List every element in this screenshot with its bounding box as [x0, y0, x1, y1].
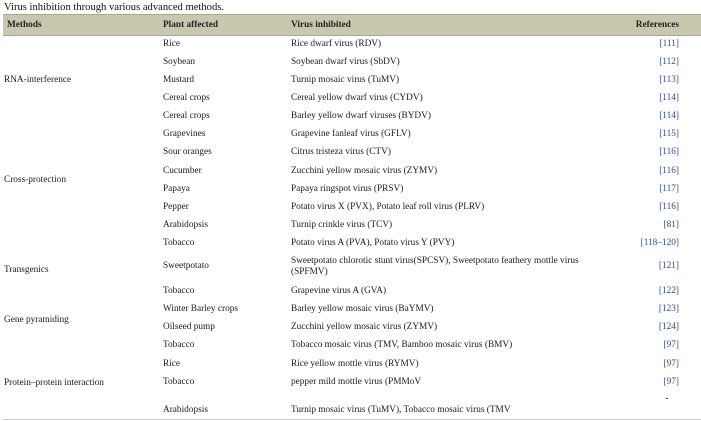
plant-affected-cell: Cereal crops — [163, 111, 210, 121]
plant-affected-cell: Mustard — [163, 75, 194, 85]
reference-link[interactable]: [121] — [658, 261, 679, 271]
reference-link[interactable]: [118–120] — [640, 238, 679, 248]
virus-inhibited-cell: Cereal yellow dwarf virus (CYDV) — [291, 93, 423, 103]
reference-link[interactable]: [111] — [659, 39, 679, 49]
table-bottom-rule — [3, 419, 701, 420]
table-caption: Virus inhibition through various advanced methods. — [4, 2, 225, 13]
header-virus-inhibited: Virus inhibited — [291, 20, 351, 30]
virus-inhibited-cell: Potato virus A (PVA), Potato virus Y (PVY) — [291, 238, 455, 248]
virus-inhibited-cell: Grapevine virus A (GVA) — [291, 286, 387, 296]
virus-inhibited-cell: Rice yellow mottle virus (RYMV) — [291, 359, 419, 369]
decorative-dot — [666, 398, 668, 399]
method-protein-protein-interaction: Protein–protein interaction — [4, 378, 104, 388]
header-methods: Methods — [7, 20, 42, 30]
virus-inhibited-cell: Sweetpotato chlorotic stunt virus(SPCSV), Sweetpotato feathery mottle virus — [291, 256, 579, 266]
virus-inhibited-cell: Tobacco mosaic virus (TMV, Bamboo mosaic virus (BMV) — [291, 340, 513, 350]
reference-link[interactable]: [115] — [659, 129, 679, 139]
plant-affected-cell: Arabidopsis — [163, 220, 208, 230]
virus-inhibited-cell: Papaya ringspot virus (PRSV) — [291, 184, 404, 194]
method-gene-pyramiding: Gene pyramiding — [4, 315, 69, 325]
virus-inhibited-cell: Zucchini yellow mosaic virus (ZYMV) — [291, 322, 438, 332]
virus-inhibited-cell: Turnip mosaic virus (TuMV), Tobacco mosaic virus (TMV — [291, 405, 511, 415]
reference-link[interactable]: [116] — [659, 202, 679, 212]
reference-link[interactable]: [122] — [658, 286, 679, 296]
plant-affected-cell: Rice — [163, 39, 181, 49]
reference-link[interactable]: [97] — [663, 377, 679, 387]
plant-affected-cell: Soybean — [163, 57, 196, 67]
virus-inhibited-cell: Barley yellow mosaic virus (BaYMV) — [291, 304, 434, 314]
reference-link[interactable]: [114] — [659, 93, 679, 103]
plant-affected-cell: Tobacco — [163, 340, 195, 350]
plant-affected-cell: Winter Barley crops — [163, 304, 239, 314]
reference-link[interactable]: [113] — [659, 75, 679, 85]
virus-inhibited-cell-continued: (SPFMV) — [291, 267, 328, 277]
table-header — [3, 14, 701, 36]
plant-affected-cell: Papaya — [163, 184, 190, 194]
reference-link[interactable]: [116] — [659, 147, 679, 157]
plant-affected-cell: Tobacco — [163, 286, 195, 296]
virus-inhibited-cell: Grapevine fanleaf virus (GFLV) — [291, 129, 411, 139]
virus-inhibited-cell: Potato virus X (PVX), Potato leaf roll virus (PLRV) — [291, 202, 485, 212]
reference-link[interactable]: [117] — [659, 184, 679, 194]
header-references: References — [635, 20, 679, 30]
plant-affected-cell: Cucumber — [163, 166, 202, 176]
virus-inhibited-cell: Turnip mosaic virus (TuMV) — [291, 75, 400, 85]
virus-inhibited-cell: Soybean dwarf virus (SbDV) — [291, 57, 400, 67]
virus-inhibited-cell: Barley yellow dwarf viruses (BYDV) — [291, 111, 431, 121]
plant-affected-cell: Sour oranges — [163, 147, 212, 157]
plant-affected-cell: Sweetpotato — [163, 261, 209, 271]
reference-link[interactable]: [124] — [658, 322, 679, 332]
virus-inhibition-table — [3, 14, 701, 36]
plant-affected-cell: Cereal crops — [163, 93, 210, 103]
reference-link[interactable]: [112] — [659, 57, 679, 67]
method-cross-protection: Cross-protection — [4, 175, 66, 185]
method-rna-interference: RNA-interference — [4, 75, 72, 85]
plant-affected-cell: Pepper — [163, 202, 189, 212]
virus-inhibited-cell: Rice dwarf virus (RDV) — [291, 39, 382, 49]
reference-link[interactable]: [123] — [658, 304, 679, 314]
plant-affected-cell: Oilseed pump — [163, 322, 215, 332]
plant-affected-cell: Rice — [163, 359, 181, 369]
reference-link[interactable]: [97] — [663, 340, 679, 350]
plant-affected-cell: Arabidopsis — [163, 405, 208, 415]
plant-affected-cell: Tobacco — [163, 377, 195, 387]
reference-link[interactable]: [114] — [659, 111, 679, 121]
virus-inhibited-cell: Zucchini yellow mosaic virus (ZYMV) — [291, 166, 438, 176]
plant-affected-cell: Tobacco — [163, 238, 195, 248]
method-transgenics: Transgenics — [4, 265, 49, 275]
reference-link[interactable]: [116] — [659, 166, 679, 176]
plant-affected-cell: Grapevines — [163, 129, 206, 139]
header-plant-affected: Plant affected — [163, 20, 218, 30]
virus-inhibited-cell: pepper mild mottle virus (PMMoV — [291, 377, 422, 387]
reference-link[interactable]: [81] — [663, 220, 679, 230]
virus-inhibited-cell: Citrus tristeza virus (CTV) — [291, 147, 391, 157]
virus-inhibited-cell: Turnip crinkle virus (TCV) — [291, 220, 393, 230]
reference-link[interactable]: [97] — [663, 359, 679, 369]
